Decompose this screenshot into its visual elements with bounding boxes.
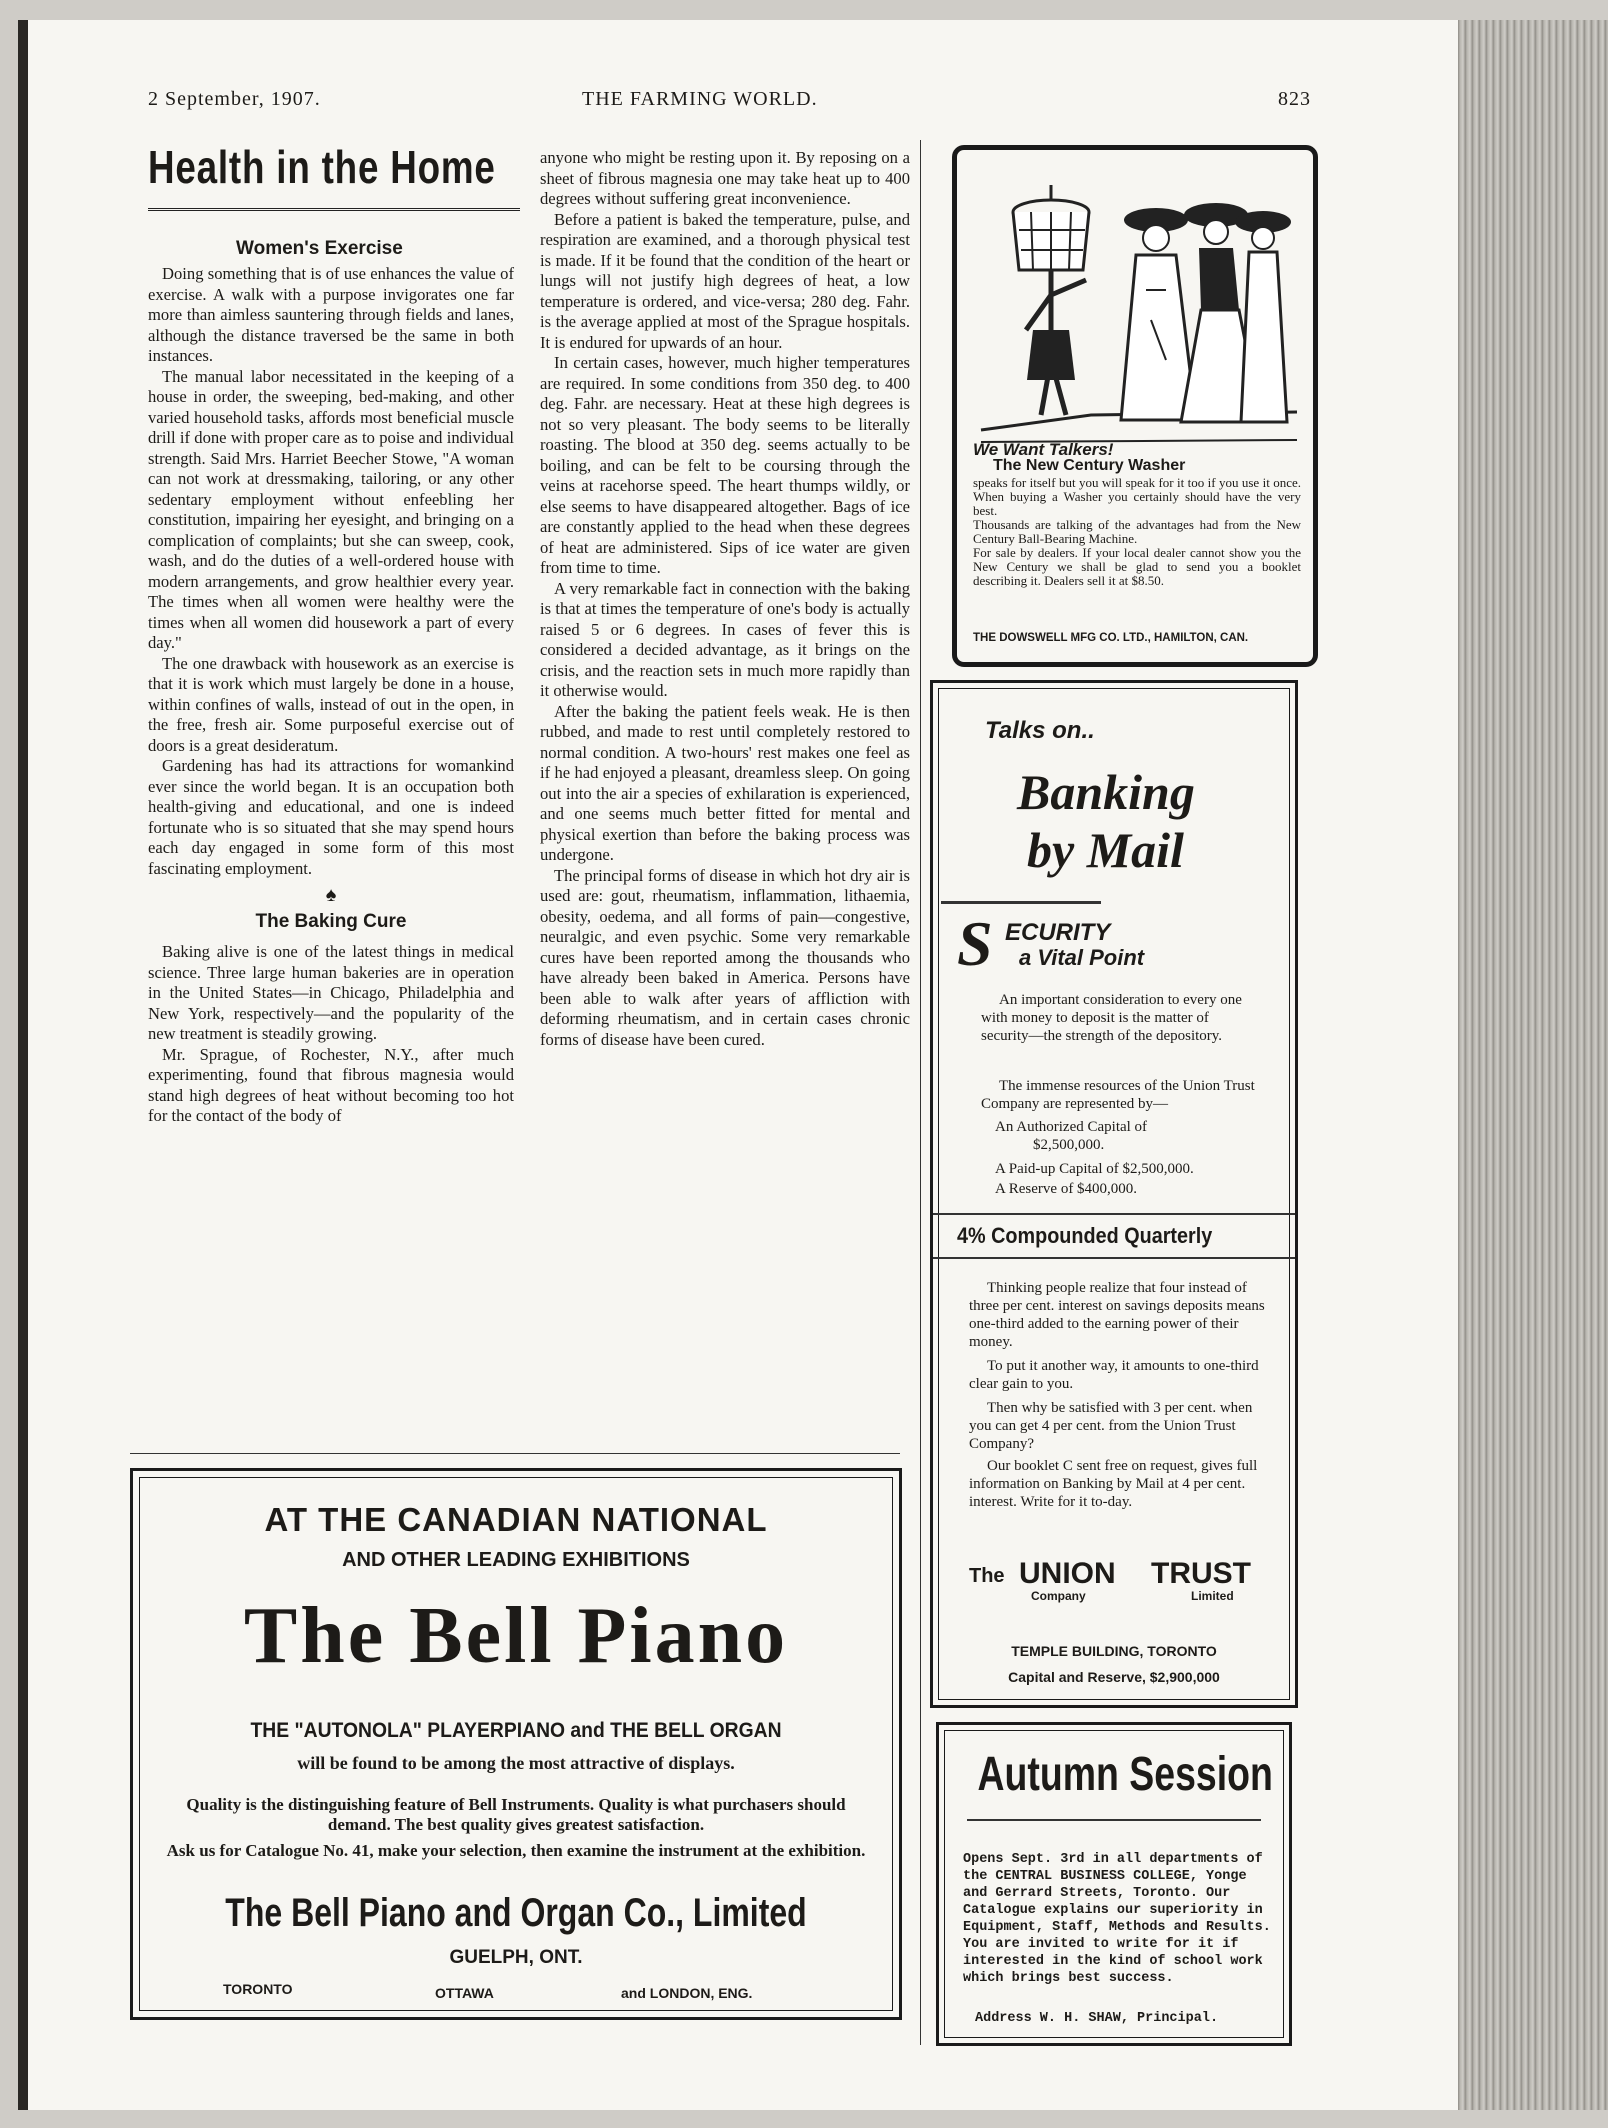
union-trust-trust: TRUST [1151,1557,1251,1590]
paragraph: Before a patient is baked the temperature, pulse, and respiration are examined, and a thorough physical test is made. If it be found that the condition of the heart or lungs will not justify high degrees of heat, a low temperature is ordered, and vice-versa; 280 deg. Fahr. is the average applied at most of the Sprague hospitals. It is endured for upwards of an hour. [540,209,910,352]
title-rule [148,208,520,211]
bank-ad-p5: Then why be satisfied with 3 per cent. when you can get 4 per cent. from the Union Trust Company? [969,1400,1253,1452]
bank-ad-rule [941,901,1101,904]
school-ad-rule [967,1819,1261,1821]
washer-body-1: speaks for itself but you will speak for it too if you use it once. When buying a Washer you certainly should have the very best. [973,475,1301,518]
washer-advertisement [952,145,1318,667]
reserve: A Reserve of $400,000. [995,1181,1138,1197]
paragraph: After the baking the patient feels weak. He is then rubbed, and made to rest until completely restored to normal condition. A two-hours' rest makes one feel as if he had enjoyed a pleasant, dreamless sleep. On going out into the air a species of exhilaration is experienced, and one seems much better fitted for mental and physical exertion than before the baking process was undergone. [540,701,910,864]
section-title-baking-cure: The Baking Cure [255,910,407,932]
authorized-capital: An Authorized Capital of [995,1119,1148,1135]
security-title: ECURITY [1005,919,1111,946]
security-subtitle: a Vital Point [1019,945,1145,970]
washer-body [973,476,1301,588]
paragraph: The one drawback with housework as an exercise is that it is work which must largely be done in a house, within confines of walls, instead of out in the open, in the free, fresh air. Some purposeful exercise out of doors is a great desideratum. [148,653,514,755]
section-title-womens-exercise: Women's Exercise [236,238,403,259]
union-trust-limited: Limited [1191,1589,1234,1603]
piano-ad-products: THE "AUTONOLA" PLAYERPIANO and THE BELL ORGAN [250,1719,782,1742]
piano-advertisement [130,1468,902,2020]
bank-ad-p4: To put it another way, it amounts to one-third clear gain to you. [969,1358,1259,1392]
washer-product-name: The New Century Washer [993,457,1186,474]
washer-illustration [971,160,1297,460]
band-top-rule [933,1213,1295,1215]
piano-ad-quality: Quality is the distinguishing feature of Bell Instruments. Quality is what purchasers should demand. The best quality gives greatest satisfaction. [186,1795,846,1834]
article-column-2 [540,148,910,1050]
piano-company-name: The Bell Piano and Organ Co., Limited [225,1891,807,1935]
paragraph: Mr. Sprague, of Rochester, N.Y., after much experimenting, found that fibrous magnesia would stand high degrees of heat without becoming too hot for the contact of the body of [148,1044,514,1125]
bank-ad-p6: Our booklet C sent free on request, gives full information on Banking by Mail at 4 per cent. interest. Write for it to-day. [969,1458,1258,1510]
bank-ad-title-1: Banking [1017,764,1195,820]
authorized-capital-amount: $2,500,000. [1033,1137,1105,1153]
article-title: Health in the Home [148,141,496,193]
union-trust-company: Company [1031,1589,1086,1603]
paragraph: The principal forms of disease in which hot dry air is used are: gout, rheumatism, inflammation, lithaemia, obesity, oedema, and all forms of pain—congestive, neuralgic, and even psychic. Some very remarkable cures have been reported among the thousands who have already been baked in America. Persons have been able to walk after years of affliction with deforming rheumatism, and in certain cases chronic forms of disease have been cured. [540,865,910,1049]
issue-date: 2 September, 1907. [148,88,321,110]
security-initial: S [957,908,993,979]
paragraph: A very remarkable fact in connection with the baking is that at times the temperature of one's body is actually raised 5 or 6 degrees. In cases of fever this is considered a decided advantage, as it brings on the crisis, and the reaction sets in much more rapidly than it otherwise would. [540,578,910,700]
piano-ad-line5: will be found to be among the most attractive of displays. [297,1753,735,1773]
bank-address: TEMPLE BUILDING, TORONTO [1011,1643,1217,1659]
piano-ad-catalogue: Ask us for Catalogue No. 41, make your selection, then examine the instrument at the exhibition. [166,1841,866,1860]
bank-capital-reserve: Capital and Reserve, $2,900,000 [1008,1669,1220,1685]
branch-toronto: TORONTO [223,1981,293,1997]
washer-manufacturer: THE DOWSWELL MFG CO. LTD., HAMILTON, CAN. [973,632,1249,644]
school-ad-title: Autumn Session [977,1748,1273,1801]
paragraph: Baking alive is one of the latest things in medical science. Three large human bakeries are in operation in the United States—in Chicago, Philadelphia and New York, respectively—and the popularity of the new treatment is steadily growing. [148,942,514,1043]
piano-ad-line1: AT THE CANADIAN NATIONAL [264,1501,768,1538]
bank-ad-p2: The immense resources of the Union Trust Company are represented by— [981,1078,1255,1112]
piano-ad-line2: AND OTHER LEADING EXHIBITIONS [342,1549,690,1571]
school-advertisement [936,1722,1292,2046]
washer-body-2: Thousands are talking of the advantages had from the New Century Ball-Bearing Machine. [973,517,1301,546]
band-bottom-rule [933,1257,1295,1259]
column-divider [920,140,921,2045]
paragraph: In certain cases, however, much higher temperatures are required. In some conditions from 350 deg. to 400 deg. Fahr. are necessary. Heat at these high degrees is not so very pleasant. The body seems to be literally roasting. The blood at 350 deg. seems actually to be boiling, and can be felt to be coursing through the veins at racehorse speed. The heart thumps wildly, or else seems to have disappeared altogether. Bags of ice are constantly applied to the head when these degrees of heat are administered. Sips of ice water are given from time to time. [540,353,910,577]
paid-up-capital: A Paid-up Capital of $2,500,000. [995,1161,1194,1177]
page-number: 823 [1278,88,1311,110]
bank-ad-talks: Talks on.. [985,717,1095,744]
bank-ad-title-2: by Mail [1027,822,1184,878]
bank-ad-p3: Thinking people realize that four instead of three per cent. interest on savings deposits means one-third added to the earning power of their money. [969,1280,1265,1350]
paragraph: anyone who might be resting upon it. By reposing on a sheet of fibrous magnesia one may take heat up to 400 degrees without suffering great inconvenience. [540,148,910,208]
union-trust-the: The [969,1565,1005,1587]
piano-company-city: GUELPH, ONT. [449,1947,583,1968]
column-bottom-rule [130,1453,900,1454]
ornament-icon: ♠ [325,884,337,906]
page-spine-shadow [18,20,28,2110]
branch-london: and LONDON, ENG. [621,1985,753,2001]
bank-ad-p1: An important consideration to every one with money to deposit is the matter of security—the strength of the depository. [981,992,1242,1044]
union-trust-union: UNION [1019,1557,1116,1590]
washer-headline: We Want Talkers! [973,440,1114,459]
paragraph: Gardening has had its attractions for womankind ever since the world began. It is an occupation both health-giving and educational, and one is indeed fortunate who is so situated that she may spend hours each day engaged in some form of this most fascinating employment. [148,756,514,878]
publication-title: THE FARMING WORLD. [582,88,818,110]
school-ad-signature: Address W. H. SHAW, Principal. [975,2011,1219,2026]
article-column-1 [148,264,514,1127]
school-ad-body: Opens Sept. 3rd in all departments of the CENTRAL BUSINESS COLLEGE, Yonge and Gerrard Streets, Toronto. Our Catalogue explains our superiority in Equipment, Staff, Methods and Results. You are invited to write for it if interested in the kind of school work which brings best success. [963,1852,1271,1986]
paragraph: The manual labor necessitated in the keeping of a house in order, the sweeping, bed-making, and other varied household tasks, affords most beneficial muscle drill if done with proper care as to poise and individual strength. Said Mrs. Harriet Beecher Stowe, "A woman can not work at dressmaking, tailoring, or any other sedentary employment without enfeebling her constitution, impairing her eyesight, and bringing on a complication of complaints; but she can sweep, cook, wash, and do the duties of a well-ordered house with modern arrangements, and grow healthier every year. The times when all women were healthy were the times when all women did housework a part of every day." [148,366,514,652]
banking-advertisement [930,680,1298,1708]
interest-band: 4% Compounded Quarterly [957,1223,1213,1248]
branch-ottawa: OTTAWA [435,1985,494,2001]
washer-body-3: For sale by dealers. If your local dealer cannot show you the New Century we shall be glad to send you a booklet describing it. Dealers sell it at $8.50. [973,545,1301,588]
paragraph: Doing something that is of use enhances the value of exercise. A walk with a purpose invigorates one far more than aimless sauntering through fields and lanes, although the distance traversed be the same in both instances. [148,264,514,365]
book-page-edges [1458,20,1608,2110]
bell-piano-logotype: The Bell Piano [243,1592,789,1680]
